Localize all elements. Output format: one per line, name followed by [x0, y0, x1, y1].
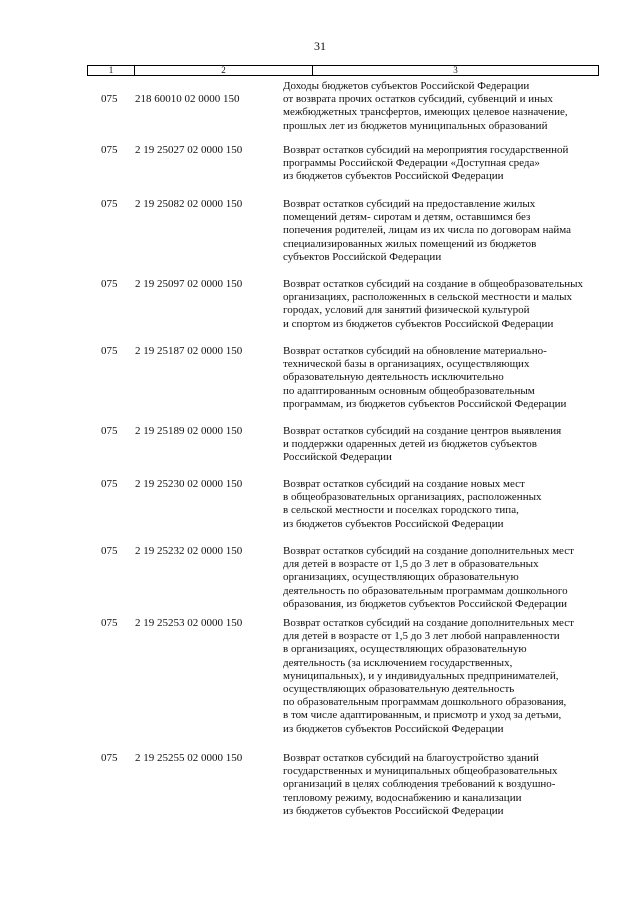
row-description: [283, 198, 599, 264]
row-code: 075: [101, 425, 118, 437]
row-code: 075: [101, 144, 118, 156]
description-line: образования, из бюджетов субъектов Российской Федерации: [283, 597, 568, 610]
description-line: для детей в возрасте от 1,5 до 3 лет в образовательных: [283, 558, 539, 571]
description-line: прошлых лет из бюджетов муниципальных образований: [283, 119, 548, 132]
description-line: технической базы в организациях, осуществляющих: [283, 358, 530, 371]
row-code: 075: [101, 345, 118, 357]
row-code: 075: [101, 93, 118, 105]
description-line: Возврат остатков субсидий на предоставление жилых: [283, 198, 536, 210]
description-line: Возврат остатков субсидий на создание центров выявления: [283, 425, 562, 437]
row-code: 075: [101, 278, 118, 290]
description-line: организациях, осуществляющих образовательную: [283, 571, 519, 584]
description-line: Возврат остатков субсидий на обновление материально-: [283, 345, 547, 357]
description-line: программам, из бюджетов субъектов Российской Федерации: [283, 397, 567, 410]
description-line: Доходы бюджетов субъектов Российской Федерации: [283, 80, 530, 92]
row-kbk: 2 19 25027 02 0000 150: [135, 144, 243, 156]
row-kbk: 2 19 25097 02 0000 150: [135, 278, 243, 290]
description-line: городах, условий для занятий физической культурой: [283, 304, 530, 317]
description-line: специализированных жилых помещений из бюджетов: [283, 237, 537, 250]
row-description: [283, 478, 599, 531]
row-kbk: 2 19 25253 02 0000 150: [135, 617, 243, 629]
description-line: и спортом из бюджетов субъектов Российской Федерации: [283, 317, 554, 330]
description-line: по образовательным программам дошкольного образования,: [283, 696, 567, 709]
header-col-2: 2: [135, 66, 313, 75]
description-line: программы Российской Федерации «Доступная среда»: [283, 157, 540, 170]
row-kbk: 2 19 25082 02 0000 150: [135, 198, 243, 210]
row-code: 075: [101, 617, 118, 629]
description-line: в общеобразовательных организациях, расположенных: [283, 491, 542, 504]
row-description: [283, 617, 599, 736]
header-col-3: 3: [453, 65, 458, 75]
description-line: Возврат остатков субсидий на создание новых мест: [283, 478, 525, 490]
description-line: Возврат остатков субсидий на мероприятия государственной: [283, 144, 569, 156]
description-line: образовательную деятельность исключительно: [283, 371, 504, 384]
row-code: 075: [101, 198, 118, 210]
row-kbk: 2 19 25230 02 0000 150: [135, 478, 243, 490]
description-line: Российской Федерации: [283, 451, 392, 464]
description-line: из бюджетов субъектов Российской Федерации: [283, 170, 504, 183]
table-header: [87, 65, 599, 76]
description-line: тепловому режиму, водоснабжению и канализации: [283, 791, 522, 804]
row-description: [283, 425, 599, 465]
description-line: муниципальных), и у индивидуальных предпринимателей,: [283, 669, 559, 682]
row-description: [283, 752, 599, 818]
row-code: 075: [101, 478, 118, 490]
row-description: [283, 278, 599, 331]
row-kbk: 218 60010 02 0000 150: [135, 93, 240, 105]
description-line: от возврата прочих остатков субсидий, субвенций и иных: [283, 93, 553, 106]
page-number: 31: [314, 39, 326, 53]
description-line: из бюджетов субъектов Российской Федерации: [283, 804, 504, 817]
row-code: 075: [101, 545, 118, 557]
row-kbk: 2 19 25189 02 0000 150: [135, 425, 243, 437]
description-line: осуществляющих образовательную деятельность: [283, 683, 515, 696]
description-line: государственных и муниципальных общеобразовательных: [283, 765, 558, 778]
description-line: субъектов Российской Федерации: [283, 250, 442, 263]
description-line: в том числе адаптированным, и присмотр и уход за детьми,: [283, 709, 562, 722]
description-line: Возврат остатков субсидий на создание в общеобразовательных: [283, 278, 584, 290]
description-line: Возврат остатков субсидий на создание дополнительных мест: [283, 617, 574, 629]
description-line: из бюджетов субъектов Российской Федерации: [283, 517, 504, 530]
row-description: [283, 545, 599, 611]
description-line: организациях, расположенных в сельской местности и малых: [283, 291, 573, 304]
description-line: в сельской местности и поселках городского типа,: [283, 504, 519, 517]
description-line: помещений детям- сиротам и детям, оставшимся без: [283, 211, 531, 224]
row-kbk: 2 19 25187 02 0000 150: [135, 345, 243, 357]
row-description: [283, 345, 599, 411]
description-line: Возврат остатков субсидий на благоустройство зданий: [283, 752, 539, 764]
description-line: деятельность по образовательным программам дошкольного: [283, 584, 568, 597]
description-line: в организациях, осуществляющих образовательную: [283, 643, 527, 656]
description-line: и поддержки одаренных детей из бюджетов субъектов: [283, 438, 537, 451]
row-kbk: 2 19 25232 02 0000 150: [135, 545, 243, 557]
description-line: по адаптированным основным общеобразовательным: [283, 384, 535, 397]
description-line: организаций в целях соблюдения требований к воздушно-: [283, 778, 556, 791]
row-code: 075: [101, 752, 118, 764]
description-line: Возврат остатков субсидий на создание дополнительных мест: [283, 545, 574, 557]
description-line: межбюджетных трансфертов, имеющих целевое назначение,: [283, 106, 568, 119]
description-line: для детей в возрасте от 1,5 до 3 лет любой направленности: [283, 630, 560, 643]
description-line: деятельность (за исключением государственных,: [283, 656, 513, 669]
description-line: попечения родителей, лицам из их числа по договорам найма: [283, 224, 571, 237]
row-description: [283, 80, 599, 133]
row-kbk: 2 19 25255 02 0000 150: [135, 752, 243, 764]
row-description: [283, 144, 599, 184]
description-line: из бюджетов субъектов Российской Федерации: [283, 722, 504, 735]
header-col-1: 1: [88, 66, 135, 75]
